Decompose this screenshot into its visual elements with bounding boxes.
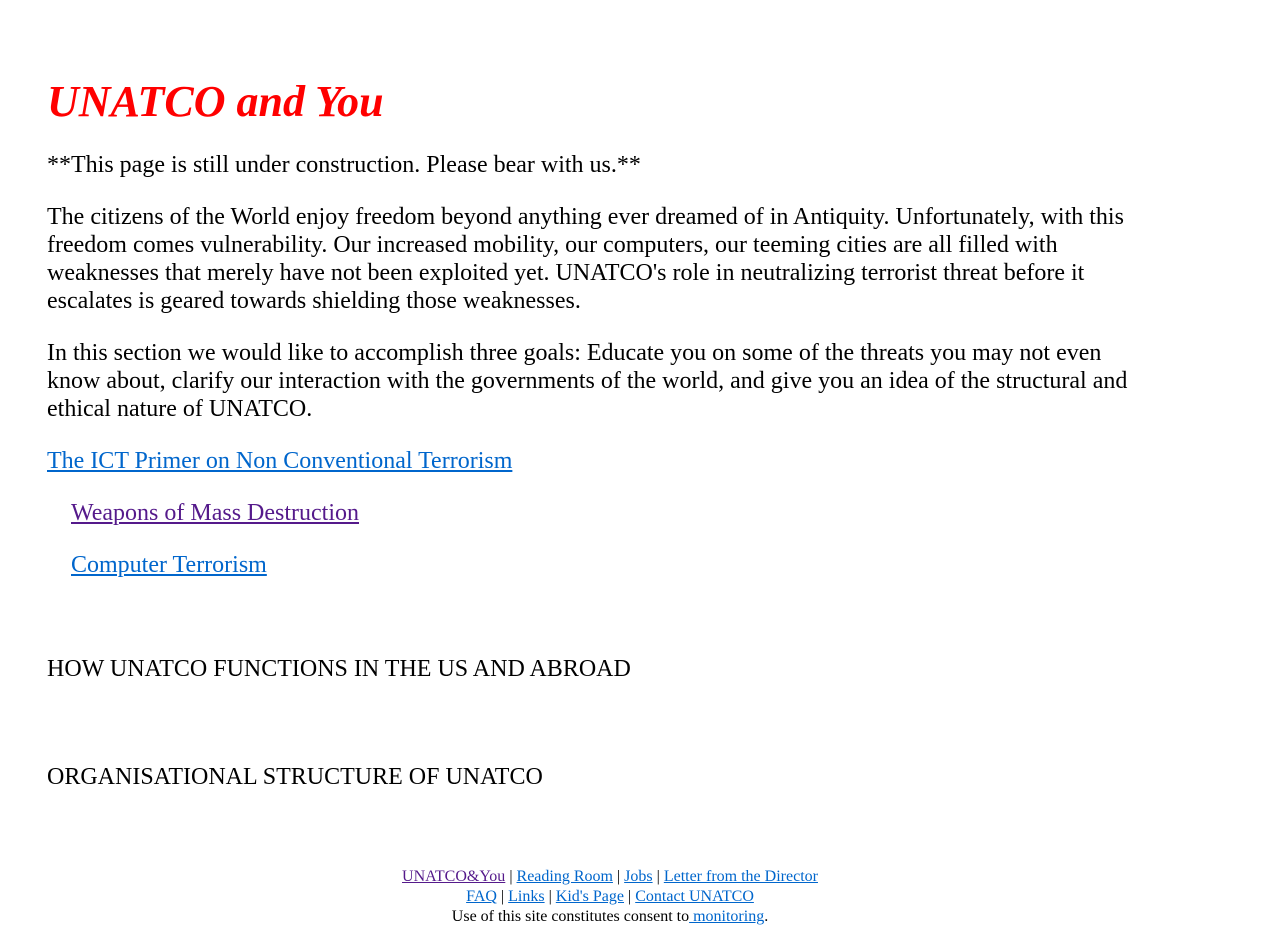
footer-consent-line (0, 907, 1220, 927)
footer-link-jobs[interactable]: Jobs (624, 868, 653, 885)
footer-nav-row-1 (0, 867, 1220, 887)
computer-terrorism-link[interactable]: Computer Terrorism (71, 552, 267, 578)
section-heading-functions: HOW UNATCO FUNCTIONS IN THE US AND ABROAD (47, 656, 631, 682)
footer-link-links[interactable]: Links (508, 888, 545, 905)
consent-text: Use of this site constitutes consent to (451, 908, 690, 925)
footer-link-contact-unatco[interactable]: Contact UNATCO (635, 888, 754, 905)
footer-link-reading-room[interactable]: Reading Room (516, 868, 613, 885)
footer (0, 867, 1220, 927)
weapons-of-mass-destruction-link[interactable]: Weapons of Mass Destruction (71, 500, 360, 526)
footer-link-kids-page[interactable]: Kid's Page (555, 888, 625, 905)
footer-link-faq[interactable]: FAQ (466, 888, 497, 905)
construction-notice: **This page is still under construction. Please bear with us.** (47, 152, 641, 178)
section-heading-structure: ORGANISATIONAL STRUCTURE OF UNATCO (47, 764, 543, 790)
footer-link-unatco-and-you[interactable]: UNATCO&You (402, 868, 506, 885)
footer-separator: | (496, 888, 509, 905)
footer-separator: | (544, 888, 556, 905)
monitoring-link[interactable]: monitoring (689, 908, 765, 925)
consent-period: . (764, 908, 769, 925)
wmd-link-line (71, 499, 359, 527)
primer-link-line (47, 447, 512, 475)
footer-separator: | (652, 868, 664, 885)
footer-separator: | (624, 888, 636, 905)
footer-separator: | (505, 868, 517, 885)
goals-paragraph: In this section we would like to accomplish three goals: Educate you on some of the threats you may not even know about, clarify our interaction with the governments of the world, and give you an idea of the structural and ethical nature of UNATCO. (47, 340, 1128, 422)
footer-link-letter-from-director[interactable]: Letter from the Director (663, 868, 818, 885)
footer-separator: | (612, 868, 625, 885)
ict-primer-link[interactable]: The ICT Primer on Non Conventional Terrorism (47, 448, 513, 474)
computer-terrorism-link-line (71, 551, 267, 579)
page-title: UNATCO and You (47, 77, 384, 126)
footer-nav-row-2 (0, 887, 1220, 907)
intro-paragraph: The citizens of the World enjoy freedom beyond anything ever dreamed of in Antiquity. Unfortunately, with this freedom comes vulnerability. Our increased mobility, our computers, our teeming cities are all filled with weaknesses that merely have not been exploited yet. UNATCO's role in neutralizing terrorist threat before it escalates is geared towards shielding those weaknesses. (47, 204, 1124, 314)
